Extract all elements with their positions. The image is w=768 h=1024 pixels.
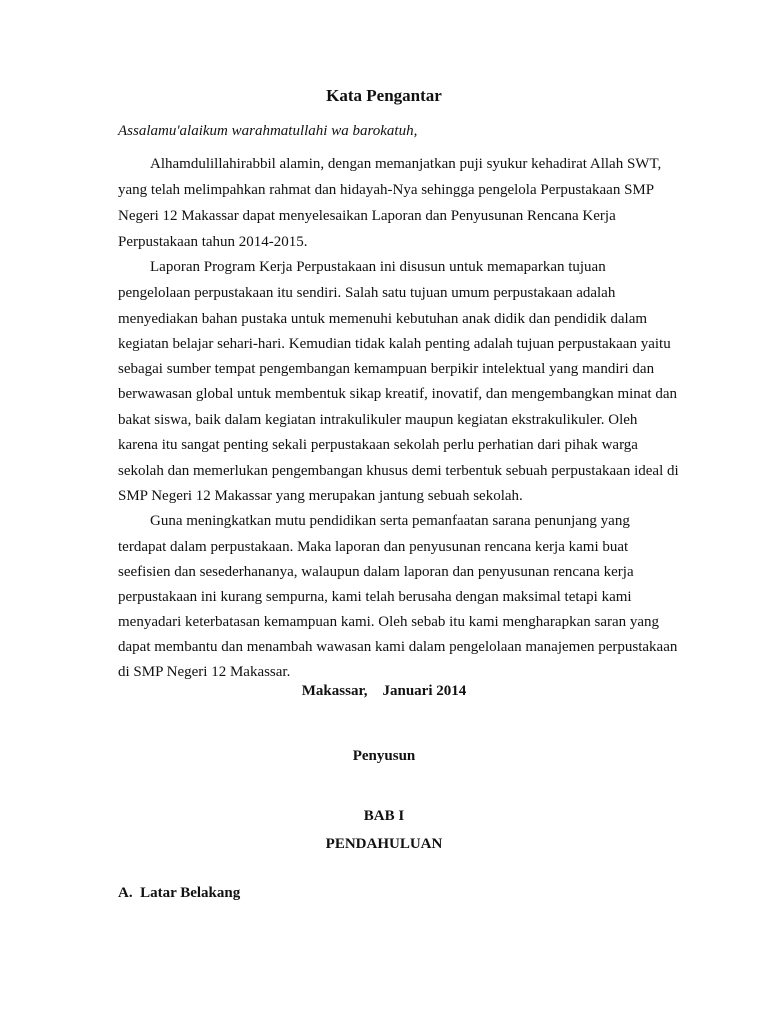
greeting-text: Assalamu'alaikum warahmatullahi wa barokatuh,: [118, 123, 418, 139]
paragraph-line: Alhamdulillahirabbil alamin, dengan memanjatkan puji syukur kehadirat Allah SWT,: [150, 156, 662, 172]
paragraph-line: pengelolaan perpustakaan itu sendiri. Salah satu tujuan umum perpustakaan adalah: [118, 285, 616, 301]
paragraph-line: menyadari keterbatasan kemampuan kami. Oleh sebab itu kami mengharapkan saran yang: [118, 614, 660, 630]
paragraph-line: kegiatan belajar sehari-hari. Kemudian tidak kalah penting adalah tujuan perpustakaan yaitu: [118, 336, 671, 352]
paragraph-line: terdapat dalam perpustakaan. Maka laporan dan penyusunan rencana kerja kami buat: [118, 539, 629, 555]
paragraph-line: menyediakan bahan pustaka untuk memenuhi kebutuhan anak didik dan pendidik dalam: [118, 311, 648, 327]
paragraph-line: sebagai sumber tempat pengembangan kemampuan berpikir intelektual yang mandiri dan: [118, 361, 655, 377]
paragraph-line: SMP Negeri 12 Makassar yang merupakan jantung sebuah sekolah.: [118, 488, 523, 504]
paragraph-line: Laporan Program Kerja Perpustakaan ini disusun untuk memaparkan tujuan: [150, 259, 606, 275]
signature-label: Penyusun: [352, 748, 416, 764]
paragraph-line: berwawasan global untuk membentuk sikap kreatif, inovatif, dan mengembangkan minat dan: [118, 386, 678, 402]
place-date: Makassar, Januari 2014: [301, 683, 467, 699]
paragraph-line: seefisien dan sesederhananya, walaupun dalam laporan dan penyusunan rencana kerja: [118, 564, 634, 580]
chapter-title: PENDAHULUAN: [325, 836, 443, 852]
paragraph-line: Perpustakaan tahun 2014-2015.: [118, 234, 308, 250]
paragraph-line: yang telah melimpahkan rahmat dan hidayah-Nya sehingga pengelola Perpustakaan SMP: [118, 182, 655, 198]
paragraph-line: karena itu sangat penting sekali perpustakaan sekolah perlu perhatian dari pihak warga: [118, 437, 638, 453]
paragraph-line: Guna meningkatkan mutu pendidikan serta pemanfaatan sarana penunjang yang: [150, 513, 630, 529]
chapter-number: BAB I: [363, 808, 405, 824]
paragraph-line: perpustakaan ini kurang sempurna, kami telah berusaha dengan maksimal tetapi kami: [118, 589, 632, 605]
page-title: Kata Pengantar: [326, 86, 442, 105]
paragraph-line: Negeri 12 Makassar dapat menyelesaikan Laporan dan Penyusunan Rencana Kerja: [118, 208, 616, 224]
section-heading: A. Latar Belakang: [118, 885, 241, 901]
paragraph-line: di SMP Negeri 12 Makassar.: [118, 664, 291, 680]
paragraph-line: dapat membantu dan menambah wawasan kami dalam pengelolaan manajemen perpustakaan: [118, 639, 678, 655]
paragraph-line: sekolah dan memerlukan pengembangan khusus demi terbentuk sebuah perpustakaan ideal di: [118, 463, 679, 479]
paragraph-line: bakat siswa, baik dalam kegiatan intrakulikuler maupun kegiatan ekstrakulikuler. Oleh: [118, 412, 638, 428]
